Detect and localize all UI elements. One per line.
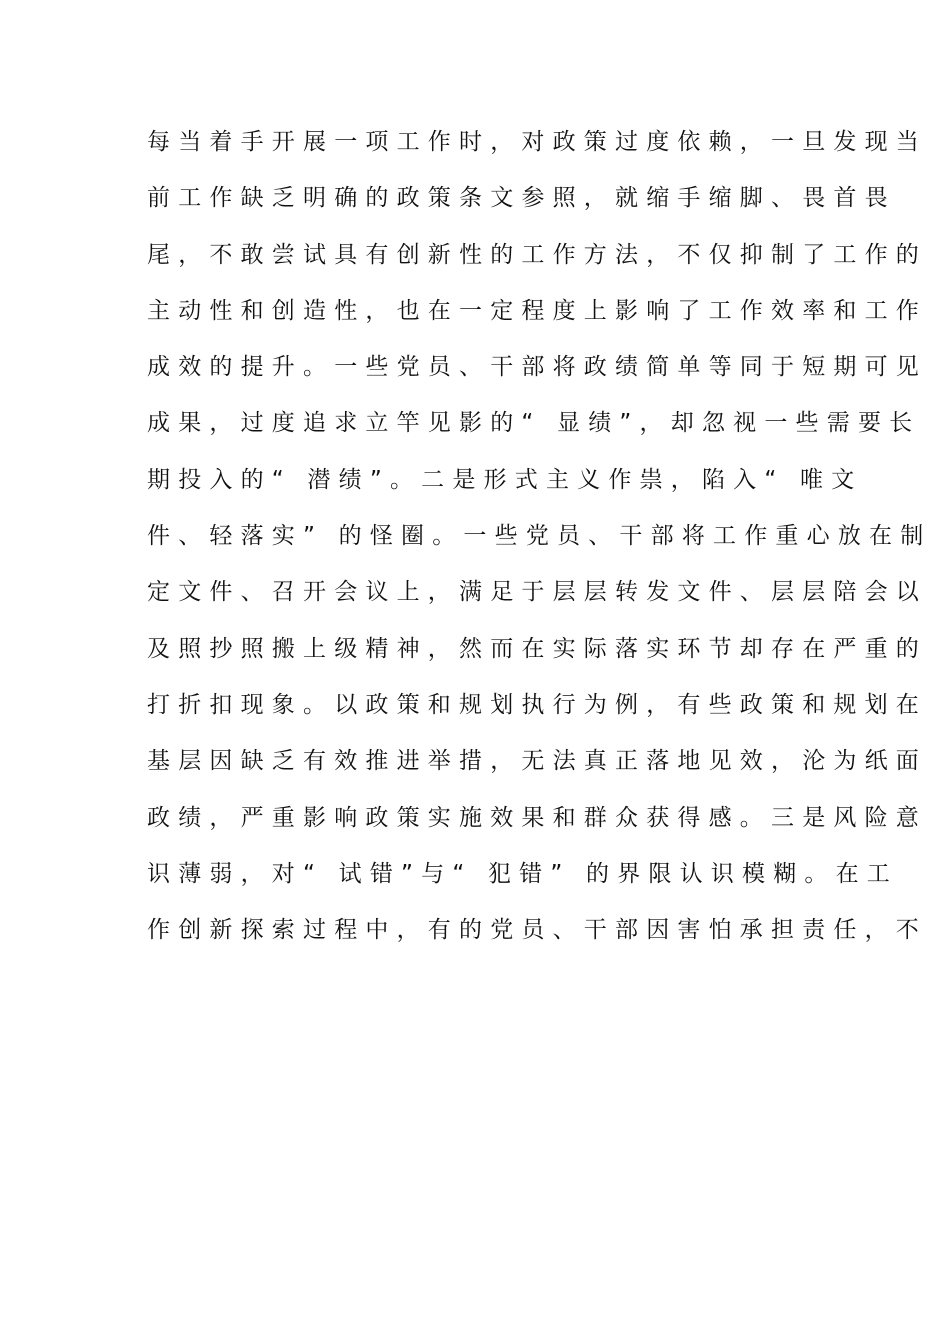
text-line: 期投入的“ 潜绩”。二是形式主义作祟，陷入“ 唯文 (147, 466, 863, 493)
text-line: 及照抄照搬上级精神，然而在实际落实环节却存在严重的 (147, 635, 927, 662)
text-line: 作创新探索过程中，有的党员、干部因害怕承担责任，不 (147, 917, 927, 944)
text-line: 前工作缺乏明确的政策条文参照，就缩手缩脚、畏首畏 (147, 185, 896, 212)
text-line: 主动性和创造性，也在一定程度上影响了工作效率和工作 (147, 297, 927, 324)
text-line: 基层因缺乏有效推进举措，无法真正落地见效，沦为纸面 (147, 748, 927, 775)
text-line: 成效的提升。一些党员、干部将政绩简单等同于短期可见 (147, 354, 927, 381)
text-line: 打折扣现象。以政策和规划执行为例，有些政策和规划在 (147, 691, 927, 718)
text-line: 尾，不敢尝试具有创新性的工作方法，不仅抑制了工作的 (147, 241, 927, 268)
text-line: 件、轻落实” 的怪圈。一些党员、干部将工作重心放在制 (147, 523, 932, 550)
text-line: 成果，过度追求立竿见影的“ 显绩”，却忽视一些需要长 (147, 410, 921, 437)
text-line: 识薄弱，对“ 试错”与“ 犯错” 的界限认识模糊。在工 (147, 860, 898, 887)
text-line: 定文件、召开会议上，满足于层层转发文件、层层陪会以 (147, 579, 927, 606)
text-line: 政绩，严重影响政策实施效果和群众获得感。三是风险意 (147, 804, 927, 831)
body-text (147, 122, 932, 966)
text-line: 每当着手开展一项工作时，对政策过度依赖，一旦发现当 (147, 129, 927, 155)
